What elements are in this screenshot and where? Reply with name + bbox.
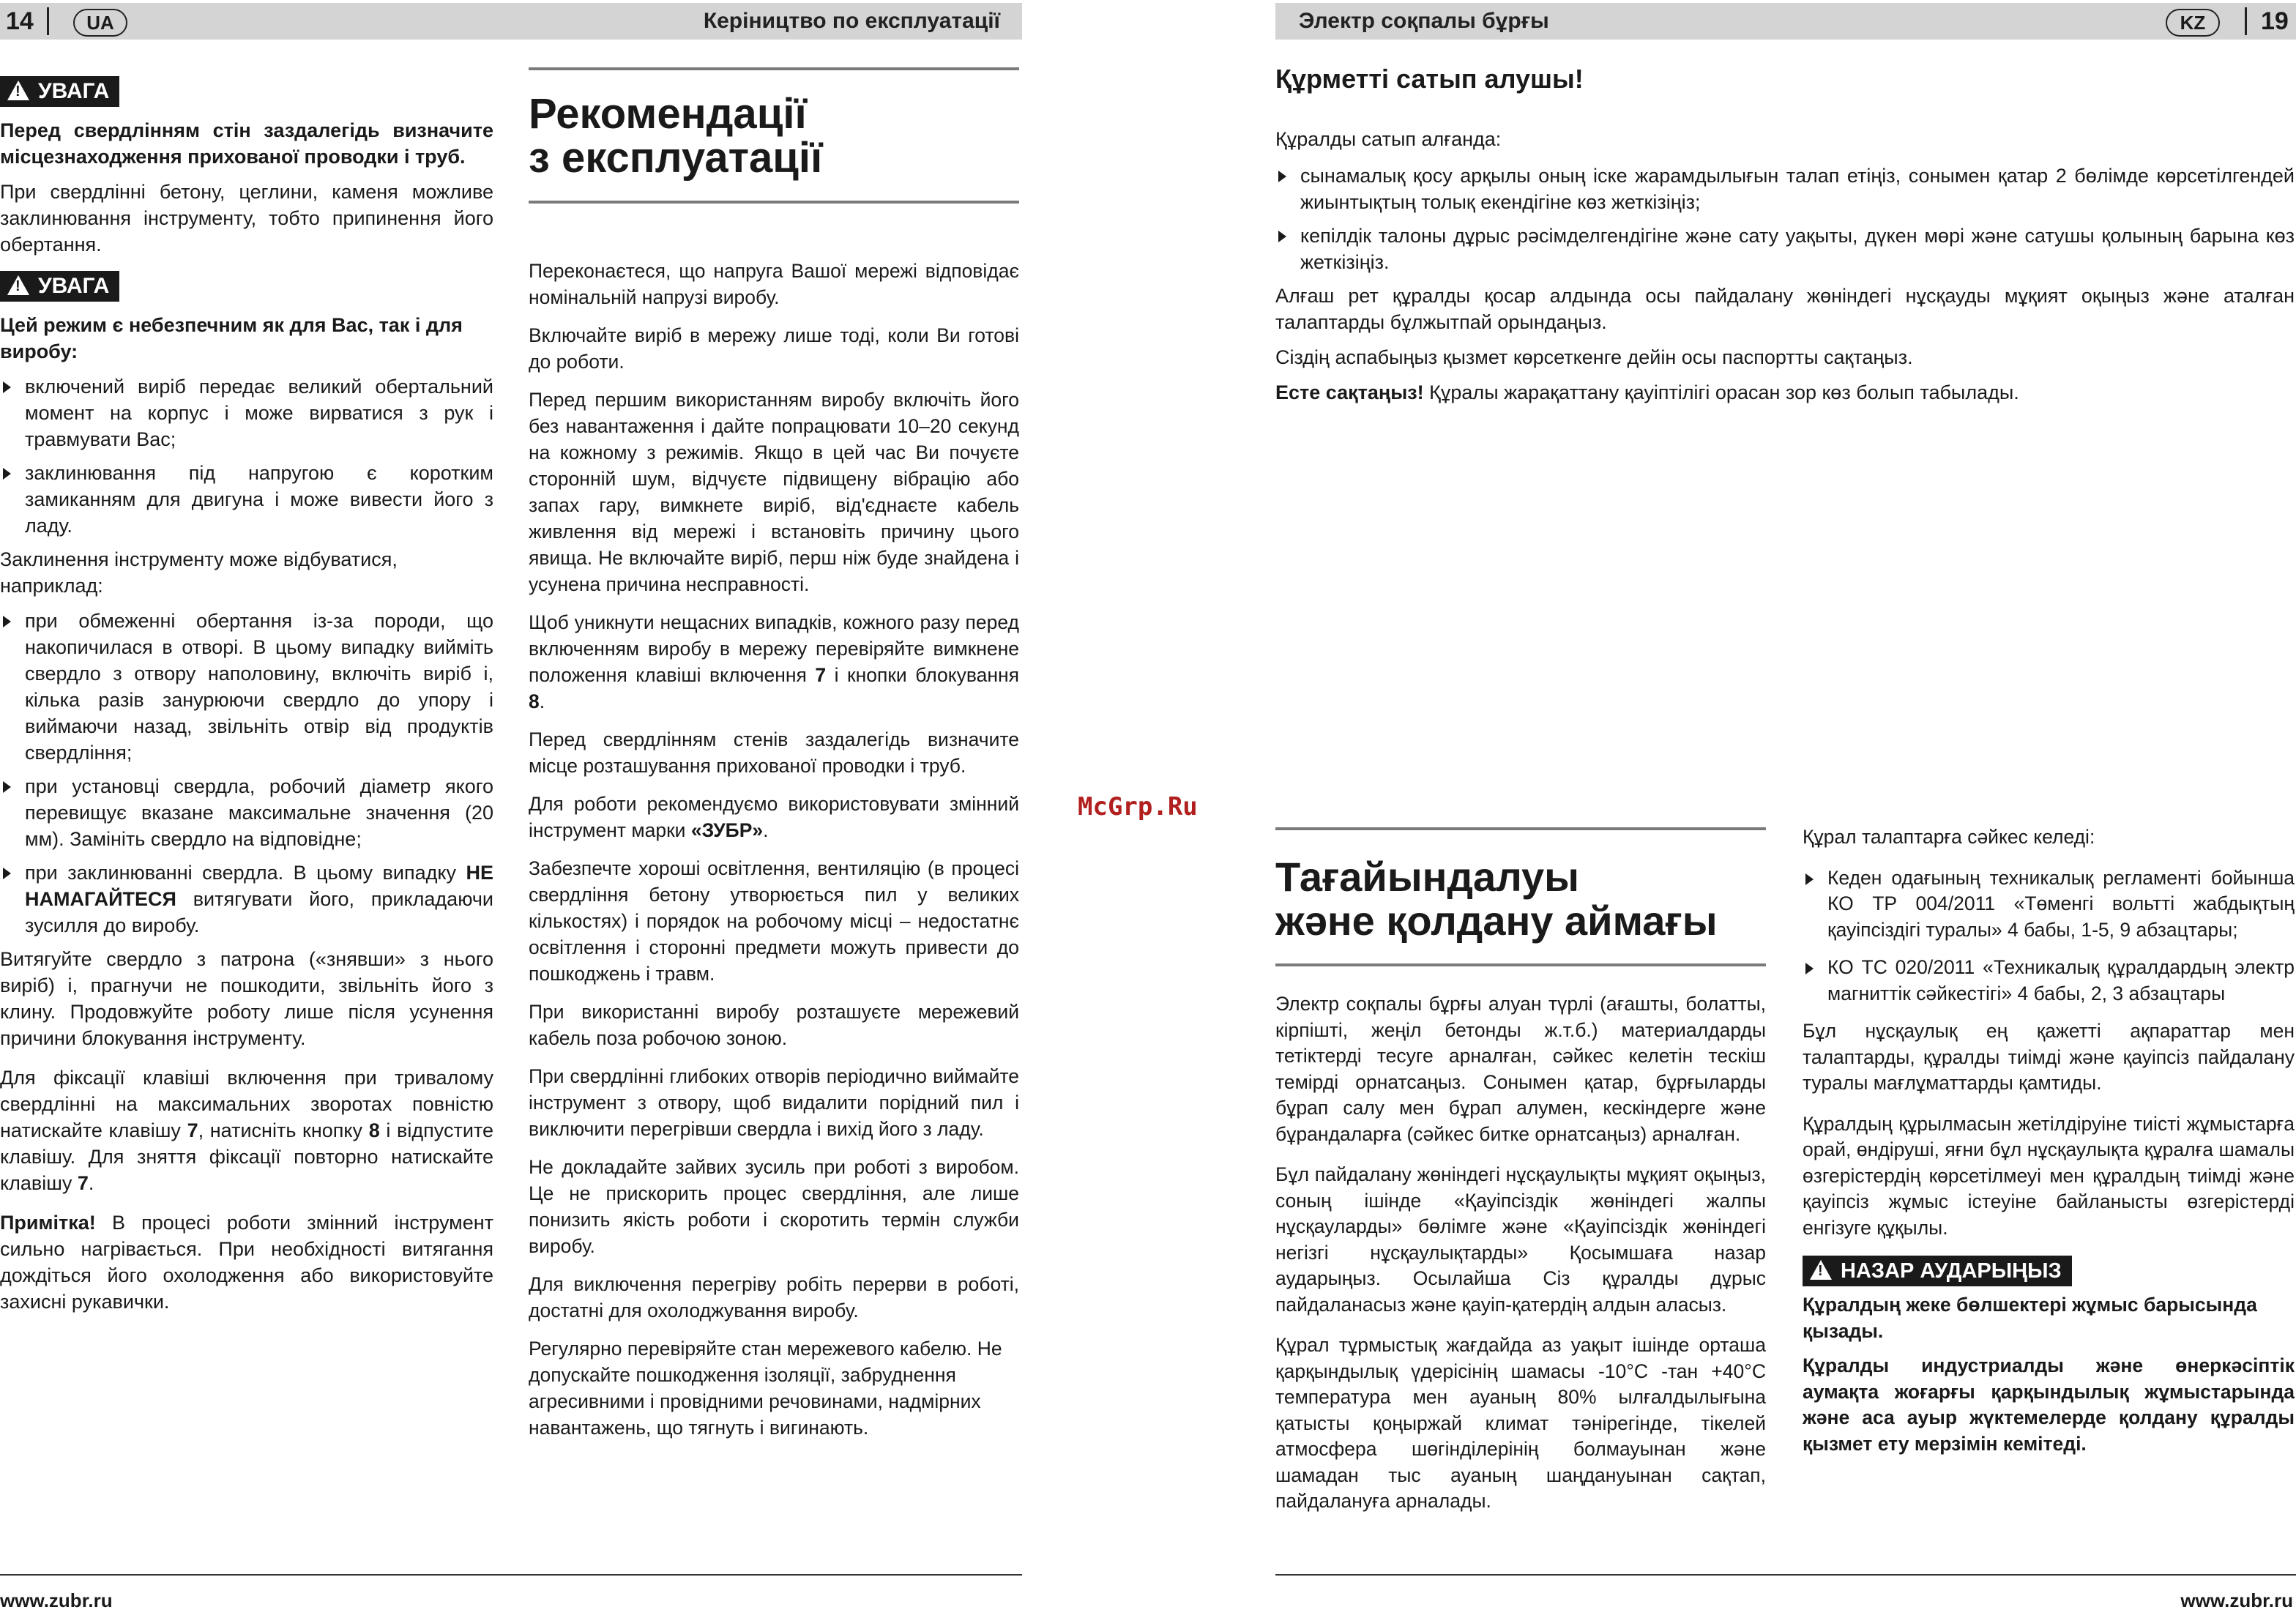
paragraph: Бұл нұсқаулық ең қажетті ақпараттар мен талаптарды, құралды тиімді және қауіпсіз пайдалану туралы мағлұматтарды қамтиды. <box>1803 1020 2295 1094</box>
paragraph: При свердлінні бетону, цеглини, каменя можливе заклинювання інструменту, тобто припинення його обертання. <box>0 181 493 256</box>
paragraph: Құралды сатып алғанда: <box>1275 128 1502 150</box>
section-title-kz <box>1275 855 1718 943</box>
paragraph: Для виключення перегріву робіть перерви в роботі, достатні для охолоджування виробу. <box>529 1273 1019 1321</box>
left-lang-badge: UA <box>73 9 127 37</box>
left-footer-url: www.zubr.ru <box>0 1589 113 1611</box>
warning-label: УВАГА <box>38 79 110 103</box>
list-item: заклинювання під напругою є коротким замиканням для двигуна і може вивести його з ладу. <box>0 460 493 539</box>
paragraph: Переконаєтеся, що напруга Вашої мережі відповідає номінальній напрузі виробу. <box>529 260 1019 308</box>
paragraph: Забезпечте хороші освітлення, вентиляцію (в процесі свердління бетону утворюється пил у великих кількостях) і порядок на робочому місці – недостатнє освітлення і сторонні предмети можуть привести до пошкоджень і травм. <box>529 857 1019 985</box>
paragraph: Құрал тұрмыстық жағдайда аз уақыт ішінде орташа қарқындылық үдерісінің шамасы -10°С -тан +40°С температура мен ауаның 80% ылғалдылығына қатысты қоңыржай климат тәнірегінде, тікелей атмосфера шөгінділерінің болмауынан және шамадан тыс ауаның шаңдануынан сақтап, пайдалануға арналады. <box>1275 1334 1766 1512</box>
right-page-number: 19 <box>2261 7 2289 35</box>
section-title-line: з експлуатації <box>529 134 823 182</box>
section-title-line: Тағайындалуы <box>1275 854 1579 900</box>
warning-text-2: Цей режим є небезпечним як для Вас, так і для виробу: <box>0 314 463 362</box>
warning-text-1: Перед свердлінням стін заздалегідь визначите місцезнаходження прихованої проводки і труб. <box>0 119 493 168</box>
warning-icon <box>7 81 29 100</box>
right-footer-url: www.zubr.ru <box>2180 1589 2293 1611</box>
paragraph: Регулярно перевіряйте стан мережевого кабелю. Не допускайте пошкодження ізоляції, забруднення агресивними і провідними речовинами, надмірних навантажень, що тягнуть і вигинають. <box>529 1338 1002 1439</box>
paragraph: Перед першим використанням виробу включіть його без навантаження і дайте попрацювати 10–20 секунд на кожному з режимів. Якщо в цей час Ви почуєте сторонній шум, відчуєте підвищену вібрацію або запах гару, вимкнете виріб, від'єднаєте кабель живлення від мережі і встановіть причину цього явища. Не включайте виріб, перш ніж буде знайдена і усунена причина несправності. <box>529 389 1019 595</box>
left-header-title: Керіництво по експлуатації <box>703 9 1000 33</box>
left-header-separator <box>47 7 49 35</box>
paragraph: При свердлінні глибоких отворів періодично виймайте інструмент з отвору, щоб видалити порідний пил і виключити перегрівши свердла і вихід його з ладу. <box>529 1065 1019 1140</box>
warning-text-kz-1: Құралдың жеке бөлшектері жұмыс барысында қызады. <box>1803 1294 2257 1342</box>
section-title-line: Рекомендації <box>529 90 807 138</box>
list-item: включений виріб передає великий обертальний момент на корпус і може вирватися з рук і травмувати Вас; <box>0 373 493 452</box>
paragraph: Бұл пайдалану жөніндегі нұсқаулықты мұқият оқыңыз, соның ішінде «Қауіпсіздік жөніндегі жалпы нұсқауларды» бөлімге және «Қауіпсіздік жөніндегі негізгі нұсқаулықтарды» Қосымшаға назар аударыңыз. Осылайша Сіз құралды дұрыс пайдаланасыз және қауіп-қатердің алдын аласыз. <box>1275 1163 1766 1316</box>
right-column-2 <box>1803 824 2295 1466</box>
right-lang-badge: KZ <box>2166 9 2220 37</box>
left-page-number: 14 <box>6 7 34 35</box>
warning-label: УВАГА <box>38 274 110 298</box>
warning-badge-2 <box>0 271 119 302</box>
paragraph: Щоб уникнути нещасних випадків, кожного разу перед включенням виробу в мережу перевіряйте вимкнене положення клавіші включення 7 і кнопки блокування 8. <box>529 611 1019 712</box>
paragraph: Электр соқпалы бұрғы алуан түрлі (ағашты, болатты, кірпішті, жеңіл бетонды ж.т.б.) материалдарды тетіктерді тесуге арналған, сәйкес келетін тескіш темірді орнатсаңыз. Сонымен қатар, бұрғыларды бұрап салу мен бұрап алумен, кескіндерге және бұрандаларға (сәйкес битке орнатсаңыз) арналған. <box>1275 993 1766 1145</box>
warning-icon <box>7 275 29 295</box>
right-column-1 <box>1275 991 1766 1524</box>
paragraph: Алғаш рет құралды қосар алдында осы пайдалану жөніндегі нұсқауды мұқият оқыңыз және аталған талаптарды бұлжытпай орындаңыз. <box>1275 285 2295 333</box>
warning-icon <box>1810 1260 1832 1280</box>
note-paragraph: Примітка! В процесі роботи змінний інструмент сильно нагрівається. При необхідності витягання дождіться його охолодження або використовуйте захисні рукавички. <box>0 1212 493 1313</box>
section-title <box>529 92 822 180</box>
list-item: кепілдік талоны дұрыс рәсімделгендігіне және сату уақыты, дүкен мөрі және сатушы қолының барына көз жеткізіңіз. <box>1275 223 2295 275</box>
list-item: при установці свердла, робочий діаметр якого перевищує вказане максимальне значення (20 мм). Замініть свердло на відповідне; <box>0 773 493 852</box>
left-column-1 <box>0 76 493 1324</box>
right-header-title: Электр соқпалы бұрғы <box>1299 9 1549 33</box>
warning-badge-1 <box>0 76 119 107</box>
paragraph: Включайте виріб в мережу лише тоді, коли Ви готові до роботи. <box>529 324 1019 373</box>
paragraph: Заклинення інструменту може відбуватися, наприклад: <box>0 548 398 597</box>
paragraph: Құрал талаптарға сәйкес келеді: <box>1803 826 2095 848</box>
bullet-list-1 <box>0 373 493 539</box>
left-footer-rule <box>0 1574 1022 1576</box>
paragraph: Есте сақтаңыз! Құралы жарақаттану қауіптілігі орасан зор көз болып табылады. <box>1275 381 2019 403</box>
bullet-list-kz-1 <box>1275 163 2295 275</box>
right-footer-rule <box>1275 1574 2296 1576</box>
paragraph: Перед свердлінням стенів заздалегідь визначите місце розташування прихованої проводки і труб. <box>529 728 1019 777</box>
paragraph: Сіздің аспабыңыз қызмет көрсеткенге дейін осы паспортты сақтаңыз. <box>1275 346 1913 368</box>
list-item: при заклинюванні свердла. В цьому випадку НЕ НАМАГАЙТЕСЯ витягувати його, прикладаючи зусилля до виробу. <box>0 860 493 939</box>
section-rule-top <box>529 67 1019 70</box>
warning-text-kz-2: Құралды индустриалды және өнеркәсіптік аумақта жоғарғы қарқындылық жұмыстарында және аса ауыр жүктемелерде қолдану құралды қызмет ету мерзімін кемітеді. <box>1803 1354 2295 1455</box>
bullet-list-2 <box>0 608 493 939</box>
paragraph: Для фіксації клавіші включення при тривалому свердлінні на максимальних зворотах повністю натискайте клавішу 7, натисніть кнопку 8 і відпустите клавішу. Для зняття фіксації повторно натискайте клавішу 7. <box>0 1067 493 1194</box>
warning-badge-kz <box>1803 1256 2072 1286</box>
right-header-separator <box>2245 7 2247 35</box>
paragraph: Құралдың құрылмасын жетілдіруіне тиісті жұмыстарға орай, өндіруші, яғни бұл нұсқаулықта құралға шамалы өзгерістердің көрсетілмеуі мен құралдың тиімді және қауіпсіз жұмыс істеуіне байланысты өзгерістерді енгізуге құқылы. <box>1803 1112 2295 1239</box>
list-item: сынамалық қосу арқылы оның іске жарамдылығын талап етіңіз, сонымен қатар 2 бөлімде көрсетілгендей жиынтықтың толық екендігіне көз жеткізіңіз; <box>1275 163 2295 215</box>
left-column-2 <box>529 258 1019 1450</box>
list-item: КО ТС 020/2011 «Техникалық құралдардың электр магниттік сәйкестігі» 4 бабы, 2, 3 абзацтары <box>1803 955 2295 1007</box>
right-top-section <box>1275 61 2295 414</box>
paragraph: При використанні виробу розташуєте мережевий кабель поза робочою зоною. <box>529 1001 1019 1049</box>
section-rule-top-kz <box>1275 827 1766 830</box>
warning-label: НАЗАР АУДАРЫҢЫЗ <box>1841 1259 2062 1283</box>
list-item: Кеден одағының техникалық регламенті бойынша КО ТР 004/2011 «Төменгі вольтті жабдықтың қауіпсіздігі туралы» 4 бабы, 1-5, 9 абзацтары; <box>1803 865 2295 944</box>
bullet-list-kz-2 <box>1803 865 2295 1007</box>
paragraph: Для роботи рекомендуємо використовувати змінний інструмент марки «ЗУБР». <box>529 793 1019 841</box>
greeting-heading: Құрметті сатып алушы! <box>1275 64 1584 94</box>
section-rule-bottom-kz <box>1275 963 1766 966</box>
paragraph: Витягуйте свердло з патрона («знявши» з нього виріб) і, прагнучи не пошкодити, звільніть його з клину. Продовжуйте роботу лише після усунення причини блокування інструменту. <box>0 948 493 1049</box>
section-title-line: және қолдану аймағы <box>1275 898 1718 944</box>
list-item: при обмеженні обертання із-за породи, що накопичилася в отворі. В цьому випадку вийміть свердло з отвору наполовину, включіть виріб і, кілька разів занурюючи свердло до упору і виймаючи назад, звільніть отвір від продуктів свердління; <box>0 608 493 766</box>
section-rule-bottom <box>529 201 1019 204</box>
watermark: McGrp.Ru <box>1078 792 1198 821</box>
paragraph: Не докладайте зайвих зусиль при роботі з виробом. Це не прискорить процес свердління, але лише понизить якість роботи і скоротить термін служби виробу. <box>529 1156 1019 1257</box>
